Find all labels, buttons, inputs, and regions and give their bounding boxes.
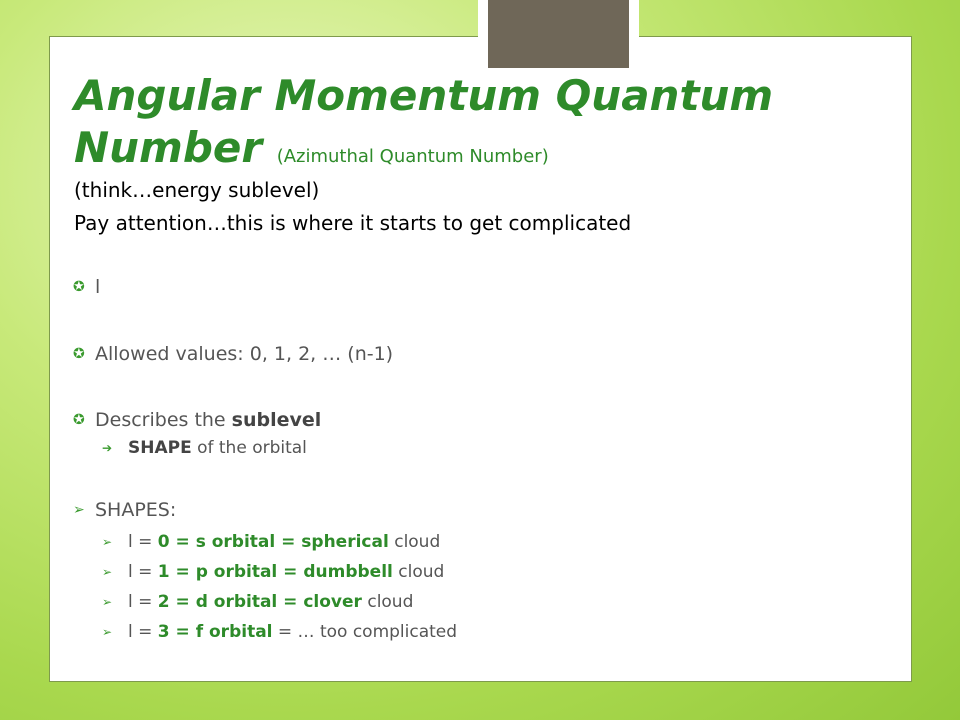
bullet-allowed-values bbox=[73, 342, 393, 366]
shape-bold: 0 = s orbital = spherical bbox=[157, 532, 389, 552]
shape-bold: 1 = p orbital = dumbbell bbox=[157, 562, 393, 582]
shapes-heading-text: SHAPES: bbox=[95, 499, 177, 521]
circle-square-bullet-icon: ✪ bbox=[73, 412, 85, 428]
decorative-tab-fill bbox=[488, 0, 629, 68]
title-line-1: Angular Momentum Quantum bbox=[74, 71, 774, 120]
shape-bold: SHAPE bbox=[128, 438, 192, 458]
bullet-symbol bbox=[73, 275, 100, 299]
chevron-right-icon: ➢ bbox=[102, 535, 113, 549]
chevron-right-icon: ➢ bbox=[102, 625, 113, 639]
bullet-shapes-heading bbox=[73, 498, 176, 522]
symbol-text: l bbox=[95, 276, 101, 298]
describes-bold: sublevel bbox=[231, 409, 322, 431]
circle-square-bullet-icon: ✪ bbox=[73, 346, 85, 362]
chevron-right-icon: ➢ bbox=[102, 565, 113, 579]
right-arrow-icon: ➔ bbox=[102, 441, 113, 455]
shape-item bbox=[102, 531, 440, 553]
shape-suffix: cloud bbox=[361, 592, 414, 612]
title-number-word: Number bbox=[74, 123, 263, 172]
shape-bold: 2 = d orbital = clover bbox=[157, 592, 362, 612]
shape-suffix: cloud bbox=[388, 532, 441, 552]
shape-suffix: = … too complicated bbox=[272, 622, 458, 642]
shape-item bbox=[102, 591, 413, 613]
shape-rest: of the orbital bbox=[191, 438, 307, 458]
circle-square-bullet-icon: ✪ bbox=[73, 279, 85, 295]
shape-item bbox=[102, 621, 457, 643]
shape-bold: 3 = f orbital bbox=[157, 622, 273, 642]
title-parenthetical: (Azimuthal Quantum Number) bbox=[276, 146, 549, 167]
chevron-right-icon: ➢ bbox=[102, 595, 113, 609]
shape-prefix: l = bbox=[128, 532, 158, 552]
slide-title bbox=[74, 70, 894, 183]
think-note: (think…energy sublevel) bbox=[74, 178, 320, 202]
shape-item bbox=[102, 561, 444, 583]
shape-suffix: cloud bbox=[392, 562, 445, 582]
title-line-2 bbox=[74, 122, 894, 183]
chevron-right-icon: ➢ bbox=[73, 502, 85, 518]
shape-prefix: l = bbox=[128, 562, 158, 582]
bullet-describes bbox=[73, 408, 321, 432]
attention-note: Pay attention…this is where it starts to get complicated bbox=[74, 211, 632, 235]
shape-prefix: l = bbox=[128, 622, 158, 642]
sub-bullet-shape bbox=[102, 437, 307, 459]
allowed-values-text: Allowed values: 0, 1, 2, … (n-1) bbox=[95, 343, 394, 365]
describes-prefix: Describes the bbox=[95, 409, 232, 431]
decorative-tab bbox=[478, 0, 639, 78]
shape-prefix: l = bbox=[128, 592, 158, 612]
